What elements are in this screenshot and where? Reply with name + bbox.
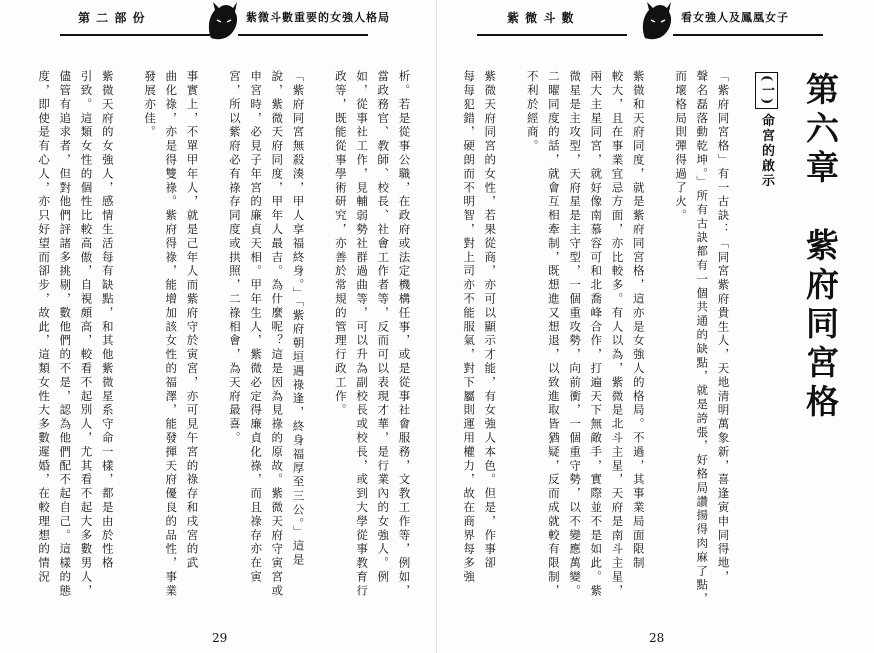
left_page-column: 說，紫微天府同度，甲年人最吉。為什麼呢？這是因為見祿的原故。紫微天府守寅宮或 <box>270 70 285 599</box>
section-title: 命宮的啟示 <box>759 113 774 189</box>
right-header-rule <box>477 34 627 36</box>
section-number: (一) <box>755 72 778 109</box>
left_page-column: 曲化祿，亦是得雙祿。紫府得祿，能增加該女性的福澤，能發揮天府優良的品性，事業 <box>164 70 179 599</box>
left-header-title-wrap <box>246 6 390 28</box>
left_page-column: 事實上，不單甲年人，就是己年人而紫府守於寅宮，亦可見午宮的祿存和戌宮的武 <box>185 70 200 571</box>
right_page-column: 微星是主攻型，天府星是主守型，一個重攻勢，向前衝，一個重守勢，以不變應萬變。 <box>568 70 583 599</box>
left_page-column: 紫微天府的女強人，感情生活每有缺點，和其他紫微星系守命一樣，都是由於性格 <box>100 70 115 571</box>
left-header-rule <box>60 34 210 36</box>
right-header-part: 紫 微 斗 數 <box>507 10 575 25</box>
right_page-column: 「紫府同宮格」有一古訣：「同宮紫府貴生人，天地清明萬象新，喜逢寅申同得地， <box>716 70 731 585</box>
right_page-column: 紫微天府同宮的女性，若果從商，亦可以顯示才能，有女強人本色。但是，作事卻 <box>483 70 498 571</box>
left-header-part: 第 二 部 份 <box>78 10 146 25</box>
right-page <box>437 0 874 653</box>
left-header-title: 紫微斗數重要的女強人格局 <box>246 11 390 24</box>
left_page-column: 如，從事社工作，見輔弱勢社群過曲等，可以升為副校長或校長，或到大學從事教育行 <box>355 70 370 599</box>
left_page-column: 申宮時，必見子年宮的廉貞天相。甲年生人，紫微必定得廉貞化祿，而且祿存亦在寅 <box>249 70 264 585</box>
right_page-column: 每每犯錯，硬朗而不明智，對上司亦不能服氣，對下屬則運用權力，故在商界每多強 <box>462 70 477 585</box>
left-header-rule-2 <box>238 34 368 36</box>
right_page-column: 聲名磊落動乾坤。」所有古訣都有一個共通的缺點，就是誇張，好格局讚揚得肉麻了點， <box>695 70 710 607</box>
right-header-rule-2 <box>673 34 823 36</box>
right_page-column: 較大，且在事業宜忌方面，亦比較多。有人以為，紫微是北斗主星，天府是南斗主星， <box>610 70 625 599</box>
right-header-title-wrap <box>681 6 789 28</box>
left_page-column: 當政務官、教師、校長、社會工作者等，反而可以表現才華，是行業內的女強人。例 <box>376 70 391 585</box>
fox-emblem-icon <box>637 0 675 40</box>
right_page-column: 而壞格局則彈得過了火。 <box>674 70 689 223</box>
left_page-column: 度，即使是有心人，亦只好望而卻步，故此，這類女性大多數遲婚，在較理想的情況 <box>37 70 52 585</box>
left-page-number: 29 <box>212 631 228 645</box>
left_page-column: 析。若是從事公職，在政府或法定機構任事，或是從事社會服務，文教工作等，例如， <box>397 70 412 599</box>
chapter-title: 第六章 紫府同宮格 <box>801 72 840 423</box>
left_page-column: 儘管有追求者，但對他們評諸多挑剔，數他們的不是，認為他們配不起自己。這樣的態 <box>58 70 73 599</box>
left_page-column: 發展亦佳。 <box>143 70 158 140</box>
left-running-header <box>78 6 146 28</box>
left_page-column: 引致。這類女性的個性比較高傲，自視頗高，較看不起別人，尤其看不起大多數男人， <box>79 70 94 599</box>
left_page-column: 政等，既能從事學術研究，亦善於常規的管理行政工作。 <box>333 70 348 418</box>
right_page-column: 兩大主星同宮，就好像南慕容可和北喬峰合作，打遍天下無敵手，實際並不是如此。紫 <box>589 70 604 599</box>
left_page-column: 「紫府同宮無殺湊，甲人享福終身。」「紫府朝垣遇祿逢，終身福厚至三公。」這是 <box>291 70 306 568</box>
right_page-column: 二曜同度的話，就會互相牽制，既想進又想退，以致進取皆猶疑，反而成就較有限制， <box>546 70 561 599</box>
right-page-number: 28 <box>649 631 665 645</box>
right_page-column: 紫微和天府同度，就是紫府同宮格，這亦是女強人的格局。不過，其事業局面限制 <box>631 70 646 571</box>
right-running-header <box>507 6 575 28</box>
section-heading <box>755 72 778 188</box>
left_page-column: 宮，所以紫府必有祿存同度或拱照，二祿相會，為天府最喜。 <box>227 70 242 446</box>
right-header-title: 看女強人及鳳凰女子 <box>681 11 789 24</box>
right_page-column: 不利於經商。 <box>525 70 540 154</box>
